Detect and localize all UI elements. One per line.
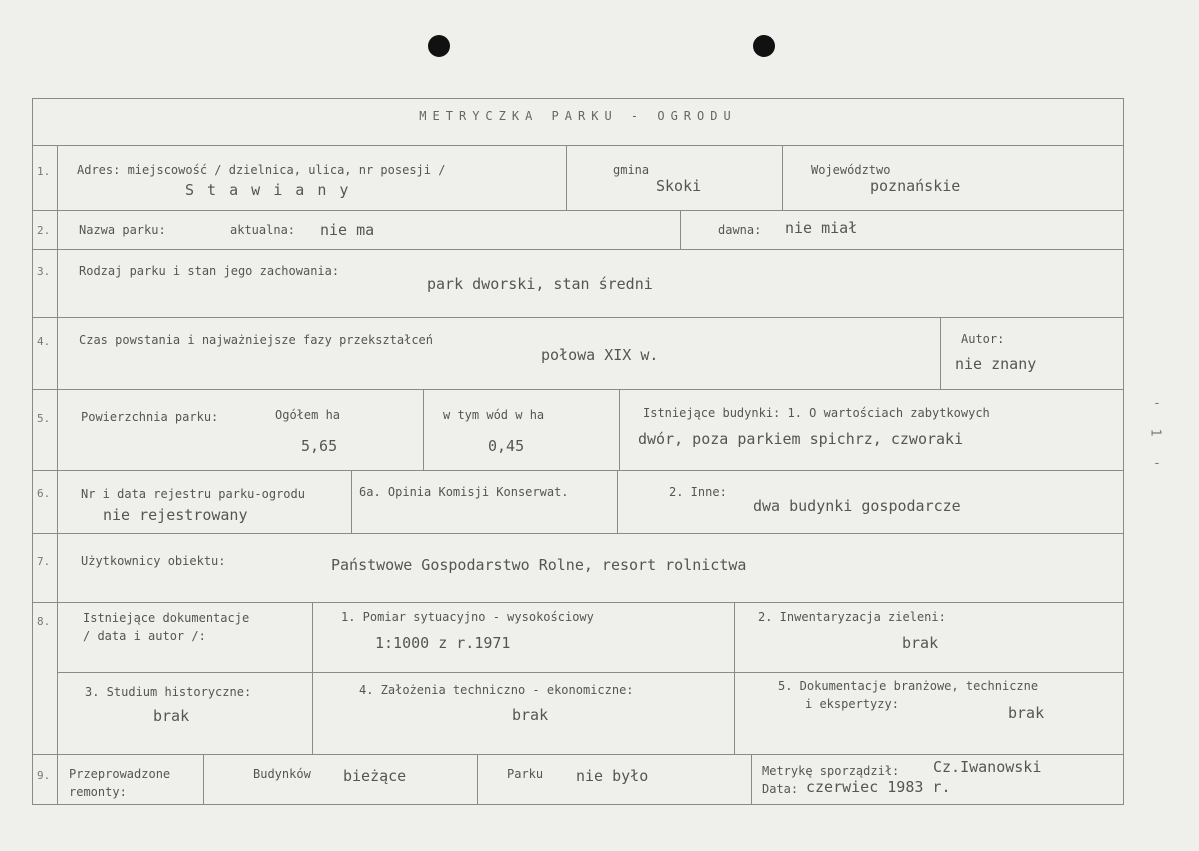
gmina-value: Skoki [656, 177, 702, 195]
conservation-opinion-label: 6a. Opinia Komisji Konserwat. [359, 485, 569, 499]
form-title: METRYCZKA PARKU - OGRODU [419, 109, 737, 123]
park-name-label: Nazwa parku: [79, 223, 166, 237]
row-number-1: 1. [37, 165, 51, 178]
voivodeship-value: poznańskie [870, 177, 961, 195]
row-line [58, 672, 1123, 673]
park-type-label: Rodzaj parku i stan jego zachowania: [79, 264, 340, 278]
column-divider [782, 145, 783, 210]
row-line [33, 754, 1123, 755]
margin-mark-top: - [1153, 396, 1161, 411]
docs-label-line1: Istniejące dokumentacje [83, 611, 250, 625]
survey-value: 1:1000 z r.1971 [375, 634, 511, 652]
docs-label-line2: / data i autor /: [83, 629, 206, 643]
date-value: czerwiec 1983 r. [806, 778, 951, 796]
park-repairs-label: Parku [507, 767, 544, 781]
punch-hole-right [753, 35, 775, 57]
history-study-value: brak [153, 707, 190, 725]
former-name-value: nie miał [785, 219, 858, 237]
column-divider [734, 602, 735, 754]
row-line [33, 602, 1123, 603]
origin-phases-value: połowa XIX w. [541, 346, 659, 364]
park-type-value: park dworski, stan średni [427, 275, 653, 293]
voivodeship-label: Województwo [811, 163, 891, 177]
former-name-label: dawna: [718, 223, 762, 237]
prepared-by-value: Cz.Iwanowski [933, 758, 1042, 776]
row-number-7: 7. [37, 555, 51, 568]
row-line [33, 470, 1123, 471]
number-column-divider [57, 145, 58, 804]
row-line [33, 249, 1123, 250]
park-repairs-value: nie było [576, 767, 649, 785]
tech-economic-value: brak [512, 706, 549, 724]
prepared-by-label: Metrykę sporządził: [762, 764, 900, 778]
existing-buildings-value: dwór, poza parkiem spichrz, czworaki [638, 430, 964, 448]
total-area-value: 5,65 [301, 437, 338, 455]
current-name-label: aktualna: [230, 223, 296, 237]
row-line [33, 317, 1123, 318]
row-number-3: 3. [37, 265, 51, 278]
address-value: S t a w i a n y [185, 181, 351, 199]
water-area-label: w tym wód w ha [443, 408, 545, 422]
area-label: Powierzchnia parku: [81, 410, 219, 424]
water-area-value: 0,45 [488, 437, 525, 455]
park-record-form [32, 98, 1124, 805]
column-divider [751, 754, 752, 804]
register-label: Nr i data rejestru parku-ogrodu [81, 487, 305, 501]
users-value: Państwowe Gospodarstwo Rolne, resort rolnictwa [331, 556, 747, 574]
origin-phases-label: Czas powstania i najważniejsze fazy przekształceń [79, 333, 434, 347]
row-number-5: 5. [37, 412, 51, 425]
other-value: dwa budynki gospodarcze [753, 497, 961, 515]
greenery-inventory-value: brak [902, 634, 939, 652]
total-area-label: Ogółem ha [275, 408, 341, 422]
existing-buildings-label: Istniejące budynki: 1. O wartościach zabytkowych [643, 406, 990, 420]
margin-mark-mid: 1 [1147, 428, 1163, 437]
row-line [33, 533, 1123, 534]
column-divider [477, 754, 478, 804]
date-label: Data: [762, 782, 799, 796]
buildings-repairs-value: bieżące [343, 767, 407, 785]
column-divider [566, 145, 567, 210]
gmina-label: gmina [613, 163, 650, 177]
column-divider [680, 210, 681, 249]
column-divider [423, 389, 424, 470]
repairs-label-line1: Przeprowadzone [69, 767, 171, 781]
branch-docs-value: brak [1008, 704, 1045, 722]
history-study-label: 3. Studium historyczne: [85, 685, 252, 699]
greenery-inventory-label: 2. Inwentaryzacja zieleni: [758, 610, 946, 624]
row-line [33, 210, 1123, 211]
repairs-label-line2: remonty: [69, 785, 127, 799]
address-label: Adres: miejscowość / dzielnica, ulica, nr posesji / [77, 163, 446, 177]
column-divider [351, 470, 352, 533]
column-divider [203, 754, 204, 804]
row-line [33, 389, 1123, 390]
survey-label: 1. Pomiar sytuacyjno - wysokościowy [341, 610, 594, 624]
tech-economic-label: 4. Założenia techniczno - ekonomiczne: [359, 683, 634, 697]
buildings-repairs-label: Budynków [253, 767, 311, 781]
row-number-9: 9. [37, 769, 51, 782]
branch-docs-label-line1: 5. Dokumentacje branżowe, techniczne [778, 679, 1039, 693]
register-value: nie rejestrowany [103, 506, 248, 524]
row-number-6: 6. [37, 487, 51, 500]
author-value: nie znany [955, 355, 1037, 373]
other-label: 2. Inne: [669, 485, 727, 499]
row-line [33, 145, 1123, 146]
margin-mark-bottom: - [1153, 456, 1161, 471]
current-name-value: nie ma [320, 221, 375, 239]
punch-hole-left [428, 35, 450, 57]
column-divider [312, 602, 313, 754]
branch-docs-label-line2: i ekspertyzy: [805, 697, 899, 711]
column-divider [619, 389, 620, 470]
row-number-8: 8. [37, 615, 51, 628]
row-number-4: 4. [37, 335, 51, 348]
author-label: Autor: [961, 332, 1005, 346]
row-number-2: 2. [37, 224, 51, 237]
column-divider [617, 470, 618, 533]
users-label: Użytkownicy obiektu: [81, 554, 226, 568]
column-divider [940, 317, 941, 389]
